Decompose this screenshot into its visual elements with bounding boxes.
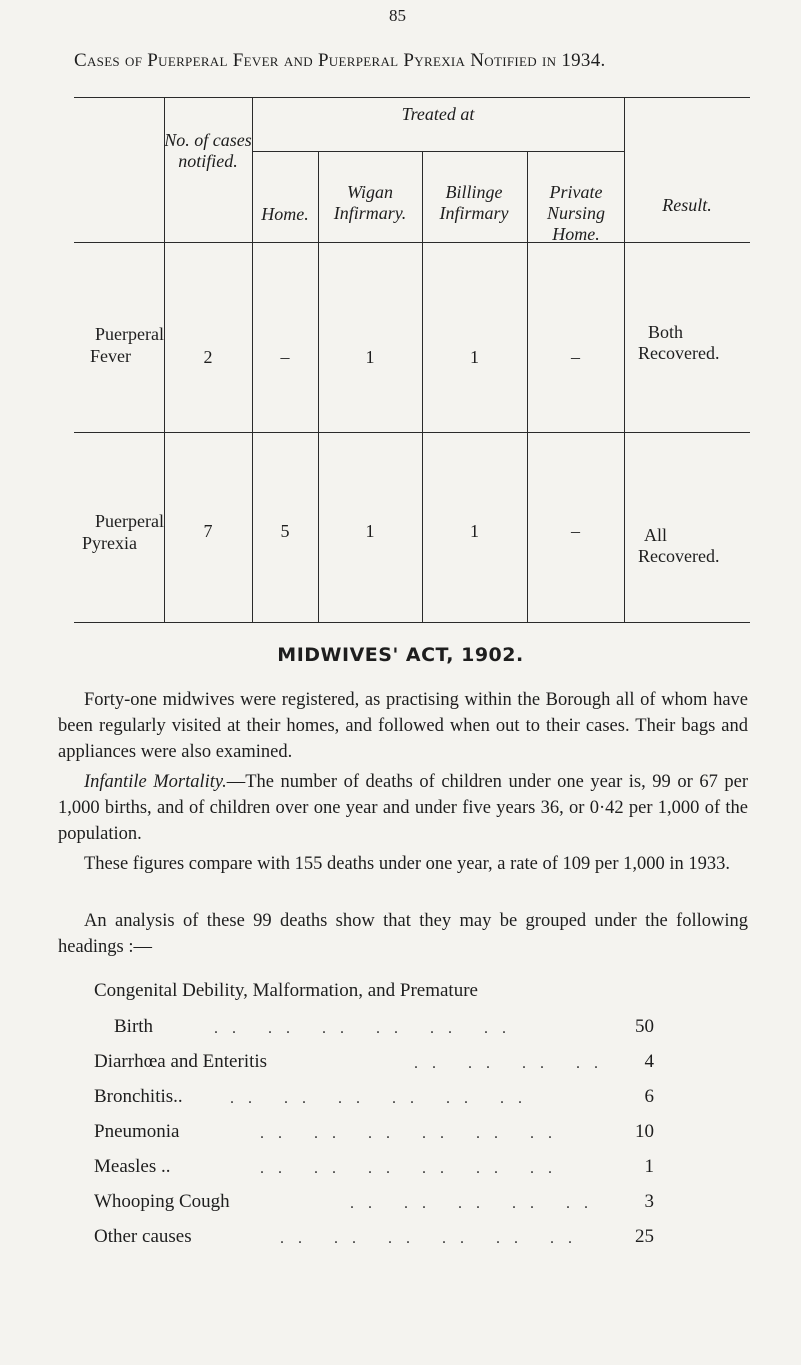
fever-private: – [571,347,580,367]
list-item: Other causes [94,1226,192,1247]
cause-value: 1 [644,1156,654,1177]
fever-result: Both Recovered. [638,322,720,363]
cause-value: 50 [635,1016,654,1037]
cause-value: 3 [644,1191,654,1212]
list-item: Diarrhœa and Enteritis [94,1051,268,1072]
list-item: Birth [114,1016,154,1037]
paragraph-analysis: An analysis of these 99 deaths show that they may be grouped under the following headings :— [58,911,748,957]
pyrexia-notified: 7 [203,521,213,541]
paragraph-infantile-mortality: Infantile Mortality.—The number of deaths of children under one year is, 99 or 67 per 1,000 births, and of children over one year and under five years 36, or 0·42 per 1,000 of the population. [58,772,748,844]
header-billinge-infirmary: Billinge Infirmary [439,182,509,223]
fever-wigan: 1 [365,347,375,367]
list-item: Whooping Cough [94,1191,230,1212]
header-private-nursing-home: Private Nursing Home. [546,182,606,244]
pyrexia-private: – [571,521,580,541]
header-treated-at: Treated at [401,104,475,124]
list-item: Congenital Debility, Malformation, and Premature [94,980,478,1001]
paragraph-midwives: Forty-one midwives were registered, as practising within the Borough all of whom have been regularly visited at their homes, and followed when out to their cases. Their bags and appliances were also examined. [58,690,748,762]
fever-home: – [280,347,290,367]
cause-value: 25 [635,1226,654,1247]
pyrexia-home: 5 [280,521,290,541]
cause-value: 10 [635,1121,654,1142]
row-label-puerperal-pyrexia: Puerperal Pyrexia [82,511,164,553]
page-number: 85 [389,6,406,25]
header-home: Home. [261,204,309,224]
pyrexia-wigan: 1 [365,521,375,541]
table-title: Cases of Puerperal Fever and Puerperal Pyrexia Notified in 1934. [74,50,606,71]
pyrexia-result: All Recovered. [638,525,720,566]
cause-value: 4 [644,1051,654,1072]
fever-notified: 2 [203,347,213,367]
list-item: Measles .. [94,1156,171,1177]
causes-list: Congenital Debility, Malformation, and Premature Birth .. .. .. .. .. .. 50 Diarrhœa and Enteritis .. .. .. .. 4 Bronchitis.. .. .. .. .. .. .. 6 Pneumonia .. .. .. .. .. .. 10 Measles .. .. .. .. .. .. .. 1 Whooping Cough .. .. .. .. .. 3 Other causes .. .. .. .. .. .. 25 [94,980,654,1247]
section-heading: MIDWIVES' ACT, 1902. [277,644,524,666]
cause-value: 6 [644,1086,654,1107]
paragraph-comparison: These figures compare with 155 deaths under one year, a rate of 109 per 1,000 in 1933. [84,854,731,874]
pyrexia-billinge: 1 [470,521,479,541]
header-result: Result. [662,195,712,215]
row-label-puerperal-fever: Puerperal Fever [90,324,164,366]
fever-billinge: 1 [470,347,479,367]
header-wigan-infirmary: Wigan Infirmary. [333,182,407,223]
paragraph-lead: Infantile Mortality. [84,772,227,792]
list-item: Pneumonia [94,1121,180,1142]
header-cases-notified: No. of cases notified. [164,130,252,171]
list-item: Bronchitis.. [94,1086,183,1107]
